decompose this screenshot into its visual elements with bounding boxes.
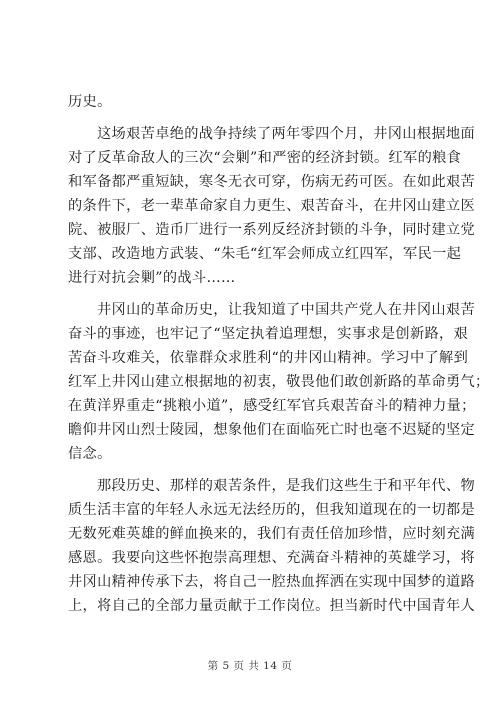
- text-line: 红军上井冈山建立根据地的初衷，敬畏他们敢创新路的革命勇气；: [68, 374, 490, 390]
- text-line: 感恩。我要向这些怀抱崇高理想、充满奋斗精神的英雄学习，将: [68, 550, 476, 566]
- text-line: 在黄洋界重走“挑粮小道”，感受红军官兵艰苦奋斗的精神力量；: [68, 398, 476, 414]
- page-number-footer: 第 5 页 共 14 页: [207, 660, 293, 672]
- text-line: 进行对抗会剿”的战斗……: [68, 270, 236, 286]
- text-line: 井冈山的革命历史，让我知道了中国共产党人在井冈山艰苦: [97, 302, 475, 318]
- text-line: 上，将自己的全部力量贡献于工作岗位。担当新时代中国青年人: [68, 598, 476, 614]
- text-line: 信念。: [68, 446, 112, 462]
- text-line: 对了反革命敌人的三次“会剿”和严密的经济封锁。红军的粮食: [68, 150, 462, 166]
- text-line: 井冈山精神传承下去，将自己一腔热血挥洒在实现中国梦的道路: [68, 574, 476, 590]
- text-line: 和军备都严重短缺，寒冬无衣可穿，伤病无药可医。在如此艰苦: [68, 174, 476, 190]
- text-line: 无数死难英雄的鲜血换来的，我们有责任倍加珍惜，应时刻充满: [68, 526, 476, 542]
- text-line: 这场艰苦卓绝的战争持续了两年零四个月，井冈山根据地面: [97, 126, 475, 142]
- paragraph: [68, 122, 476, 290]
- paragraph: [68, 298, 490, 466]
- text-line: 支部、改造地方武装、“朱毛“红军会师成立红四军，军民一起: [68, 246, 462, 262]
- paragraph: [68, 474, 476, 618]
- text-line: 苦奋斗攻难关，依靠群众求胜利“的井冈山精神。学习中了解到: [68, 350, 469, 366]
- text-line: 奋斗的事迹，也牢记了“坚定执着追理想，实事求是创新路，艰: [68, 326, 469, 342]
- text-line: 质生活丰富的年轻人永远无法经历的，但我知道现在的一切都是: [68, 502, 476, 518]
- text-line: 瞻仰井冈山烈士陵园，想象他们在面临死亡时也毫不迟疑的坚定: [68, 422, 476, 438]
- document-body: [68, 90, 490, 618]
- text-line: 历史。: [68, 94, 112, 110]
- text-line: 的条件下，老一辈革命家自力更生、艰苦奋斗，在井冈山建立医: [68, 198, 476, 214]
- text-line: 院、被服厂、造币厂进行一系列反经济封锁的斗争，同时建立党: [68, 222, 476, 238]
- text-line: 那段历史、那样的艰苦条件，是我们这些生于和平年代、物: [97, 478, 475, 494]
